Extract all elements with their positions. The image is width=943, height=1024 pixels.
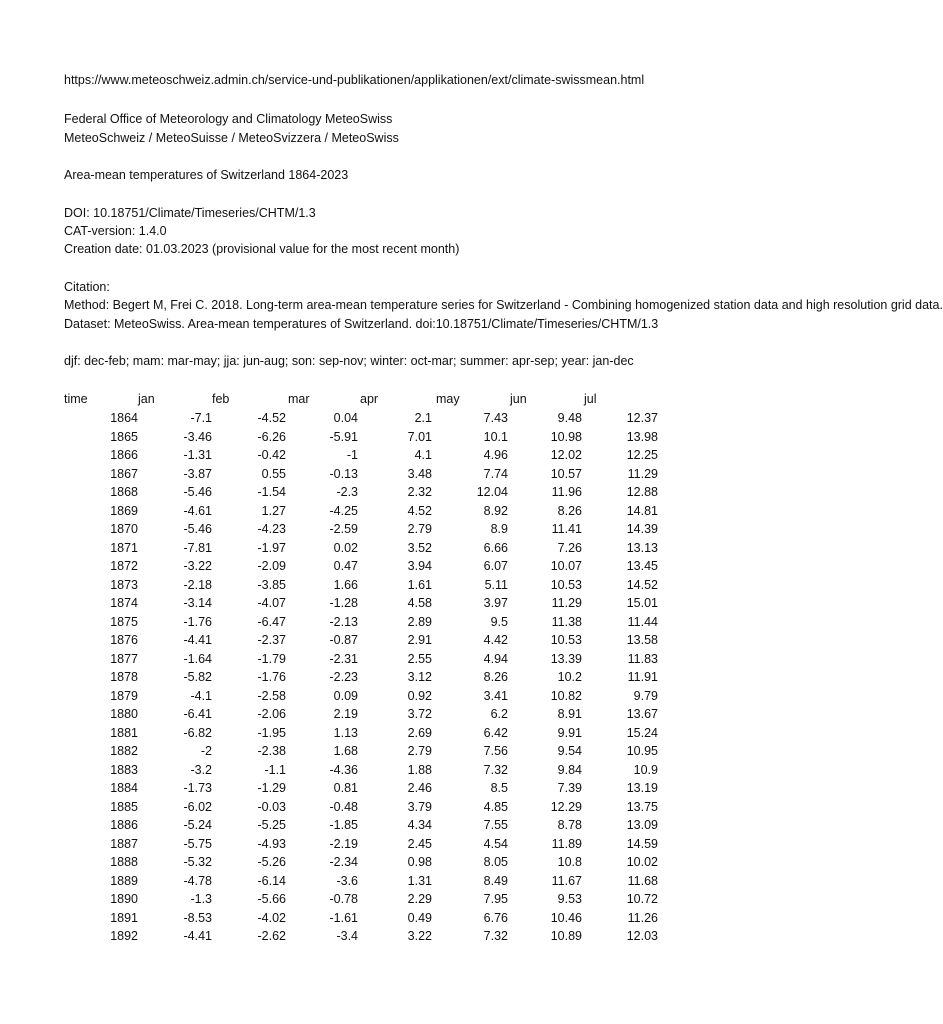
row-year-cell: 1887 (110, 836, 138, 851)
table-cell-mar: 0.09 (333, 688, 358, 703)
table-cell-apr: 2.89 (407, 614, 432, 629)
table-cell-apr: 0.92 (407, 688, 432, 703)
row-year-cell: 1870 (110, 522, 138, 536)
table-cell-feb: -6.14 (257, 873, 286, 888)
table-cell-jul: 13.19 (626, 781, 658, 795)
table-cell-mar: -2.34 (329, 855, 358, 869)
table-cell-mar: -2.23 (329, 670, 358, 684)
table-cell-jul: 13.75 (626, 799, 658, 814)
table-cell-feb: -5.66 (257, 892, 286, 906)
table-cell-apr: 7.01 (407, 429, 432, 444)
table-cell-jan: -4.41 (183, 929, 212, 943)
table-cell-jan: -1.31 (183, 448, 212, 462)
table-cell-apr: 3.72 (407, 707, 432, 721)
table-cell-may: 8.05 (483, 855, 508, 869)
table-cell-apr: 2.69 (407, 725, 432, 740)
table-cell-apr: 3.94 (407, 559, 432, 573)
row-year-cell: 1890 (110, 892, 138, 906)
table-cell-jun: 11.89 (551, 836, 582, 851)
table-cell-feb: -4.07 (257, 596, 286, 610)
table-cell-mar: -3.6 (336, 873, 358, 888)
doi-line: DOI: 10.18751/Climate/Timeseries/CHTM/1.3 (64, 206, 316, 220)
table-cell-jun: 9.91 (557, 725, 582, 740)
table-cell-apr: 1.88 (407, 762, 432, 777)
table-cell-feb: -4.23 (257, 522, 286, 536)
table-cell-jul: 11.91 (627, 670, 658, 684)
table-cell-jan: -5.46 (183, 522, 212, 536)
table-cell-jun: 10.98 (550, 429, 582, 444)
table-cell-feb: -3.85 (257, 577, 286, 592)
column-header-jul: jul (584, 392, 597, 406)
row-year-cell: 1864 (110, 411, 138, 425)
table-cell-may: 7.95 (483, 892, 508, 906)
table-cell-apr: 2.32 (407, 485, 432, 499)
table-cell-jul: 13.67 (626, 707, 658, 721)
table-cell-feb: -4.02 (257, 910, 286, 925)
table-cell-feb: -2.38 (257, 744, 286, 758)
table-cell-jun: 12.02 (550, 448, 582, 462)
table-cell-jun: 7.26 (557, 540, 582, 555)
table-cell-jan: -3.87 (183, 466, 212, 481)
column-header-time: time (64, 392, 88, 406)
table-cell-apr: 2.45 (407, 836, 432, 851)
table-cell-may: 7.74 (483, 466, 508, 481)
table-cell-feb: -2.06 (257, 707, 286, 721)
table-cell-may: 8.92 (483, 503, 508, 518)
table-cell-feb: -5.26 (257, 855, 286, 869)
table-cell-mar: -5.91 (329, 429, 358, 444)
table-cell-jun: 10.89 (550, 929, 582, 943)
row-year-cell: 1867 (110, 466, 138, 481)
row-year-cell: 1876 (110, 633, 138, 647)
table-cell-jun: 12.29 (550, 799, 582, 814)
table-cell-mar: -4.25 (329, 503, 358, 518)
column-header-mar: mar (288, 392, 310, 406)
table-cell-jan: -7.1 (190, 411, 212, 425)
table-cell-jun: 10.46 (550, 910, 582, 925)
table-cell-jan: -4.41 (183, 633, 212, 647)
row-year-cell: 1866 (110, 448, 138, 462)
table-cell-feb: -2.58 (257, 688, 286, 703)
table-cell-apr: 4.34 (407, 818, 432, 832)
table-cell-apr: 3.52 (407, 540, 432, 555)
row-year-cell: 1873 (110, 577, 138, 592)
table-cell-jan: -7.81 (183, 540, 212, 555)
table-cell-may: 8.9 (490, 522, 508, 536)
table-cell-jul: 15.24 (626, 725, 658, 740)
table-cell-may: 4.85 (483, 799, 508, 814)
table-cell-jun: 10.8 (557, 855, 582, 869)
table-cell-feb: -1.29 (257, 781, 286, 795)
table-cell-jul: 14.39 (626, 522, 658, 536)
table-cell-feb: -1.95 (257, 725, 286, 740)
row-year-cell: 1877 (110, 651, 138, 666)
row-year-cell: 1879 (110, 688, 138, 703)
column-header-apr: apr (360, 392, 379, 406)
table-cell-jan: -1.3 (190, 892, 212, 906)
table-cell-jan: -8.53 (183, 910, 212, 925)
table-cell-apr: 2.79 (407, 522, 432, 536)
table-cell-may: 4.94 (483, 651, 508, 666)
table-cell-jun: 10.82 (550, 688, 582, 703)
table-cell-may: 6.66 (483, 540, 508, 555)
row-year-cell: 1884 (110, 781, 138, 795)
table-cell-jun: 8.26 (557, 503, 582, 518)
source-url[interactable]: https://www.meteoschweiz.admin.ch/service-und-publikationen/applikationen/ext/climate-swissmean.html (64, 73, 645, 87)
table-cell-may: 8.5 (490, 781, 508, 795)
table-cell-mar: 0.04 (333, 411, 358, 425)
table-cell-jan: -1.76 (183, 614, 212, 629)
column-header-may: may (436, 392, 460, 406)
table-cell-apr: 3.22 (407, 929, 432, 943)
table-cell-feb: 1.27 (261, 503, 286, 518)
table-cell-jan: -1.73 (183, 781, 212, 795)
table-cell-feb: -5.25 (257, 818, 286, 832)
table-cell-mar: 1.13 (333, 725, 358, 740)
table-cell-jun: 13.39 (550, 651, 582, 666)
table-cell-jun: 9.84 (557, 762, 582, 777)
table-cell-feb: -1.97 (257, 540, 286, 555)
table-cell-jun: 10.53 (550, 577, 582, 592)
row-year-cell: 1865 (110, 429, 138, 444)
table-cell-apr: 3.12 (407, 670, 432, 684)
table-cell-jan: -5.82 (183, 670, 212, 684)
table-cell-may: 8.49 (483, 873, 508, 888)
table-cell-mar: 0.81 (333, 781, 358, 795)
table-cell-feb: -1.54 (257, 485, 286, 499)
table-cell-jul: 12.88 (626, 485, 658, 499)
table-cell-may: 3.97 (483, 596, 508, 610)
table-cell-may: 9.5 (490, 614, 508, 629)
table-cell-jan: -5.75 (183, 836, 212, 851)
table-cell-mar: -4.36 (329, 762, 358, 777)
table-cell-feb: -2.09 (257, 559, 286, 573)
table-cell-jun: 11.41 (551, 522, 582, 536)
table-cell-jun: 11.29 (551, 596, 582, 610)
table-cell-mar: 0.02 (333, 540, 358, 555)
table-cell-jan: -3.14 (183, 596, 212, 610)
table-cell-jul: 13.45 (626, 559, 658, 573)
table-cell-mar: -1.28 (329, 596, 358, 610)
citation-dataset: Dataset: MeteoSwiss. Area-mean temperatures of Switzerland. doi:10.18751/Climate/Timeseries/CHTM/1.3 (64, 317, 659, 331)
dataset-title: Area-mean temperatures of Switzerland 1864-2023 (64, 168, 349, 182)
table-cell-may: 6.2 (490, 707, 508, 721)
table-cell-mar: -0.87 (329, 633, 358, 647)
table-cell-jul: 12.03 (626, 929, 658, 943)
table-cell-mar: -2.3 (336, 485, 358, 499)
table-cell-jul: 11.68 (627, 873, 658, 888)
table-cell-apr: 0.49 (407, 910, 432, 925)
row-year-cell: 1874 (110, 596, 138, 610)
table-cell-may: 10.1 (483, 429, 508, 444)
table-cell-jul: 11.83 (627, 651, 658, 666)
table-cell-jan: -5.24 (183, 818, 212, 832)
table-cell-jun: 9.53 (557, 892, 582, 906)
table-cell-may: 12.04 (476, 485, 508, 499)
table-cell-may: 8.26 (483, 670, 508, 684)
table-cell-jan: -6.82 (183, 725, 212, 740)
row-year-cell: 1875 (110, 614, 138, 629)
table-cell-may: 7.55 (483, 818, 508, 832)
table-cell-jul: 13.58 (626, 633, 658, 647)
table-cell-jan: -4.1 (190, 688, 212, 703)
table-cell-jan: -5.46 (183, 485, 212, 499)
table-cell-feb: -0.42 (257, 448, 286, 462)
table-cell-jul: 10.02 (626, 855, 658, 869)
table-cell-may: 6.07 (483, 559, 508, 573)
table-cell-jan: -6.41 (183, 707, 212, 721)
table-cell-jun: 11.67 (551, 873, 582, 888)
table-cell-jan: -2.18 (183, 577, 212, 592)
organization-multilingual-name: MeteoSchweiz / MeteoSuisse / MeteoSvizzera / MeteoSwiss (64, 131, 399, 145)
table-cell-feb: -4.52 (257, 411, 286, 425)
table-cell-may: 6.76 (483, 910, 508, 925)
table-cell-jul: 13.09 (626, 818, 658, 832)
table-cell-feb: -1.76 (257, 670, 286, 684)
table-cell-jul: 14.52 (626, 577, 658, 592)
table-cell-apr: 4.52 (407, 503, 432, 518)
table-cell-jan: -3.46 (183, 429, 212, 444)
row-year-cell: 1882 (110, 744, 138, 758)
table-cell-jun: 10.07 (550, 559, 582, 573)
table-cell-mar: 0.47 (333, 559, 358, 573)
table-cell-jan: -6.02 (183, 799, 212, 814)
row-year-cell: 1880 (110, 707, 138, 721)
table-cell-mar: -0.78 (329, 892, 358, 906)
table-cell-jul: 13.98 (626, 429, 658, 444)
row-year-cell: 1883 (110, 762, 138, 777)
table-cell-apr: 3.48 (407, 466, 432, 481)
table-cell-may: 7.56 (483, 744, 508, 758)
table-cell-may: 4.54 (483, 836, 508, 851)
table-cell-may: 4.96 (483, 448, 508, 462)
table-cell-jun: 7.39 (557, 781, 582, 795)
table-cell-mar: -3.4 (336, 929, 358, 943)
creation-date-line: Creation date: 01.03.2023 (provisional value for the most recent month) (64, 242, 460, 256)
table-cell-feb: -6.47 (257, 614, 286, 629)
table-cell-jan: -4.78 (183, 873, 212, 888)
table-cell-jul: 12.25 (626, 448, 658, 462)
column-header-jun: jun (510, 392, 527, 406)
row-year-cell: 1892 (110, 929, 138, 943)
table-cell-jan: -5.32 (183, 855, 212, 869)
table-cell-jun: 9.48 (557, 411, 582, 425)
cat-version-line: CAT-version: 1.4.0 (64, 224, 167, 238)
table-cell-may: 5.11 (484, 577, 508, 592)
table-cell-feb: 0.55 (261, 466, 286, 481)
table-cell-jul: 15.01 (626, 596, 658, 610)
table-cell-jan: -3.2 (190, 762, 212, 777)
table-cell-jul: 10.95 (626, 744, 658, 758)
table-cell-mar: -2.31 (329, 651, 358, 666)
table-cell-apr: 2.55 (407, 651, 432, 666)
row-year-cell: 1889 (110, 873, 138, 888)
table-cell-feb: -6.26 (257, 429, 286, 444)
table-cell-apr: 2.79 (407, 744, 432, 758)
table-cell-jul: 9.79 (633, 688, 658, 703)
row-year-cell: 1888 (110, 855, 138, 869)
table-cell-mar: 1.66 (333, 577, 358, 592)
row-year-cell: 1872 (110, 559, 138, 573)
table-cell-jul: 11.29 (627, 466, 658, 481)
table-cell-apr: 1.31 (407, 873, 432, 888)
citation-label: Citation: (64, 280, 110, 294)
table-cell-mar: -2.19 (329, 836, 358, 851)
table-cell-mar: -1.85 (329, 818, 358, 832)
row-year-cell: 1886 (110, 818, 138, 832)
table-cell-jul: 13.13 (626, 540, 658, 555)
table-cell-jul: 10.72 (626, 892, 658, 906)
table-cell-feb: -1.1 (264, 762, 286, 777)
table-cell-jan: -1.64 (183, 651, 212, 666)
row-year-cell: 1871 (110, 540, 138, 555)
column-header-jan: jan (138, 392, 155, 406)
row-year-cell: 1885 (110, 799, 138, 814)
table-cell-jun: 10.2 (557, 670, 582, 684)
table-cell-feb: -4.93 (257, 836, 286, 851)
row-year-cell: 1869 (110, 503, 138, 518)
table-cell-may: 3.41 (483, 688, 508, 703)
table-cell-mar: -0.48 (329, 799, 358, 814)
table-cell-may: 6.42 (483, 725, 508, 740)
table-cell-jun: 10.53 (550, 633, 582, 647)
citation-method: Method: Begert M, Frei C. 2018. Long-term area-mean temperature series for Switzerland - Combining homogenized station data and high resolution grid data. (64, 298, 943, 312)
table-cell-may: 7.43 (483, 411, 508, 425)
table-cell-mar: -1.61 (329, 910, 358, 925)
table-cell-mar: -2.59 (329, 522, 358, 536)
table-cell-feb: -2.62 (257, 929, 286, 943)
table-cell-jun: 11.38 (551, 614, 582, 629)
table-cell-jun: 11.96 (551, 485, 582, 499)
season-legend: djf: dec-feb; mam: mar-may; jja: jun-aug; son: sep-nov; winter: oct-mar; summer: apr-sep; year: jan-dec (64, 354, 634, 368)
table-cell-apr: 3.79 (407, 799, 432, 814)
table-cell-feb: -1.79 (257, 651, 286, 666)
row-year-cell: 1891 (110, 910, 138, 925)
table-cell-may: 7.32 (483, 929, 508, 943)
table-cell-jul: 14.81 (626, 503, 658, 518)
row-year-cell: 1868 (110, 485, 138, 499)
table-cell-jun: 8.91 (557, 707, 582, 721)
table-cell-jul: 11.44 (627, 614, 658, 629)
table-cell-apr: 2.46 (407, 781, 432, 795)
table-cell-apr: 0.98 (407, 855, 432, 869)
row-year-cell: 1878 (110, 670, 138, 684)
row-year-cell: 1881 (110, 725, 138, 740)
table-cell-apr: 2.1 (414, 411, 432, 425)
table-cell-jul: 10.9 (633, 762, 658, 777)
table-cell-jun: 9.54 (557, 744, 582, 758)
table-cell-jul: 12.37 (626, 411, 658, 425)
table-cell-jan: -4.61 (183, 503, 212, 518)
table-cell-mar: -1 (346, 448, 358, 462)
table-cell-apr: 4.1 (414, 448, 432, 462)
column-header-feb: feb (212, 392, 230, 406)
table-cell-apr: 4.58 (407, 596, 432, 610)
table-cell-mar: -0.13 (329, 466, 358, 481)
organization-name: Federal Office of Meteorology and Climatology MeteoSwiss (64, 112, 393, 126)
table-cell-apr: 2.29 (407, 892, 432, 906)
table-cell-may: 7.32 (483, 762, 508, 777)
table-cell-mar: 1.68 (333, 744, 358, 758)
table-cell-jan: -3.22 (183, 559, 212, 573)
table-cell-jul: 14.59 (626, 836, 658, 851)
table-cell-feb: -0.03 (257, 799, 286, 814)
table-cell-apr: 1.61 (407, 577, 432, 592)
table-cell-mar: -2.13 (329, 614, 358, 629)
table-cell-jun: 8.78 (557, 818, 582, 832)
table-cell-feb: -2.37 (257, 633, 286, 647)
table-cell-jun: 10.57 (550, 466, 582, 481)
table-cell-mar: 2.19 (333, 707, 358, 721)
table-cell-may: 4.42 (483, 633, 508, 647)
table-cell-apr: 2.91 (407, 633, 432, 647)
table-cell-jan: -2 (200, 744, 212, 758)
table-cell-jul: 11.26 (627, 910, 658, 925)
